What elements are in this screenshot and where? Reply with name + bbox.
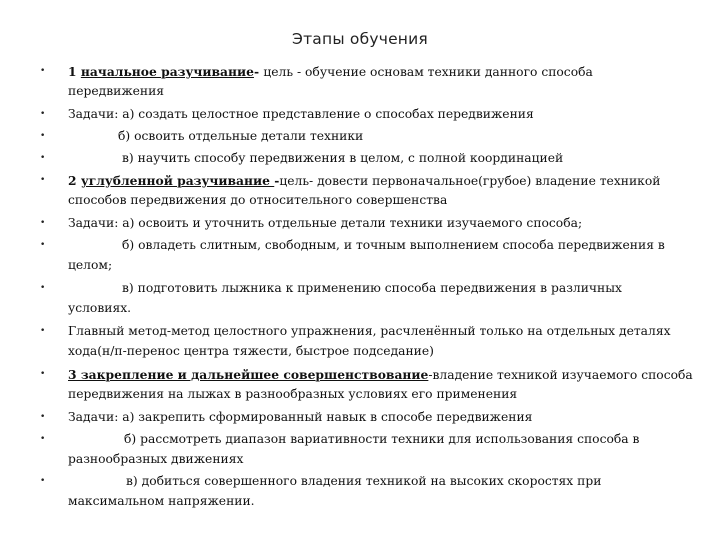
bullet-icon: • [40, 109, 46, 119]
text-line [68, 256, 708, 276]
bullet-icon: • [40, 153, 46, 163]
stage-heading: углубленной разучивание [80, 173, 275, 188]
text-line [68, 149, 708, 169]
list-item-text [68, 365, 708, 404]
list-item-text [68, 236, 708, 275]
text-run: передвижения [68, 83, 165, 98]
text-run: Задачи: а) создать целостное представление о способах передвижения [68, 107, 534, 121]
text-run: б) рассмотреть диапазон вариативности техники для использования способа в [124, 432, 640, 446]
list-item-text [68, 105, 708, 125]
text-run: б) освоить отдельные детали техники [118, 129, 364, 143]
text-run: передвижения на лыжах в разнообразных условиях его применения [68, 386, 518, 401]
bullet-icon: • [40, 476, 46, 486]
list-item-text [68, 171, 708, 210]
bullet-icon: • [40, 283, 46, 293]
text-line [68, 279, 708, 299]
text-run: способов передвижения до относительного совершенства [68, 192, 448, 207]
list-item-text [68, 279, 708, 318]
list-item-text [68, 472, 708, 511]
bullet-icon: • [40, 326, 46, 336]
text-line [68, 191, 708, 211]
text-line [68, 450, 708, 470]
text-line [68, 492, 708, 512]
bullet-icon: • [40, 175, 46, 185]
text-line [68, 62, 708, 82]
bullet-icon: • [40, 369, 46, 379]
list-item-text [68, 322, 708, 361]
bullet-icon: • [40, 218, 46, 228]
bullet-icon: • [40, 412, 46, 422]
text-line [68, 127, 708, 147]
text-line [68, 430, 708, 450]
bullet-icon: • [40, 240, 46, 250]
bullet-icon: • [40, 434, 46, 444]
text-run: Задачи: а) освоить и уточнить отдельные детали техники изучаемого способа; [68, 216, 583, 230]
text-line [68, 408, 708, 428]
bullet-icon: • [40, 66, 46, 76]
text-run: цель - обучение основам техники данного способа [263, 65, 593, 79]
text-run: разнообразных движениях [68, 451, 244, 466]
text-run: - [253, 64, 264, 79]
text-line [68, 342, 708, 362]
text-run: цель- довести первоначальное(грубое) владение техникой [279, 174, 661, 188]
text-line [68, 171, 708, 191]
text-line [68, 322, 708, 342]
text-line [68, 472, 708, 492]
text-run: - [274, 173, 280, 188]
text-line [68, 214, 708, 234]
list-item-text [68, 62, 708, 101]
list-item-text [68, 430, 708, 469]
list-item-text [68, 408, 708, 428]
text-run: в) подготовить лыжника к применению способа передвижения в различных [122, 281, 622, 295]
text-run: в) научить способу передвижения в целом, с полной координацией [122, 151, 564, 165]
text-run: 1 [68, 64, 81, 79]
list-item-text [68, 214, 708, 234]
slide-title: Этапы обучения [292, 30, 428, 48]
text-run: б) овладеть слитным, свободным, и точным выполнением способа передвижения в [122, 238, 665, 252]
text-run: условиях. [68, 300, 132, 315]
text-run: хода(н/п-перенос центра тяжести, быстрое подседание) [68, 343, 434, 358]
text-line [68, 82, 708, 102]
text-run: 2 [68, 173, 81, 188]
text-run: в) добиться совершенного владения техникой на высоких скоростях при [126, 474, 602, 488]
text-run: -владение техникой изучаемого способа [428, 368, 693, 382]
list-item-text [68, 149, 708, 169]
text-run: максимальном напряжении. [68, 493, 255, 508]
stage-heading: 3 закрепление и дальнейшее совершенствование [68, 367, 429, 382]
text-line [68, 105, 708, 125]
bullet-icon: • [40, 131, 46, 141]
text-run: целом; [68, 257, 113, 272]
text-line [68, 385, 708, 405]
list-item-text [68, 127, 708, 147]
text-line [68, 365, 708, 385]
text-run: Задачи: а) закрепить сформированный навык в способе передвижения [68, 410, 533, 424]
text-line [68, 299, 708, 319]
stage-heading: начальное разучивание [80, 64, 254, 79]
text-line [68, 236, 708, 256]
text-run: Главный метод-метод целостного упражнения, расчленённый только на отдельных деталях [68, 324, 671, 338]
